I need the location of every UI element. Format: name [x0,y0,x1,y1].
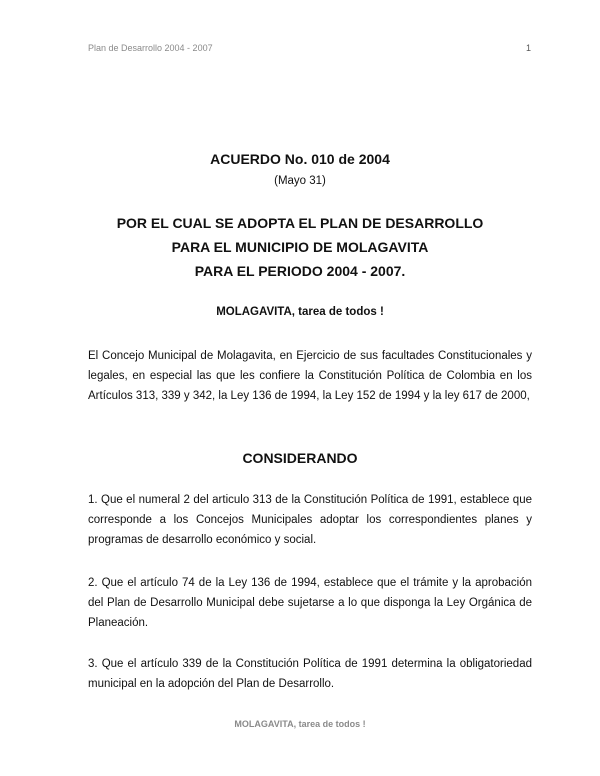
main-title-line-2: PARA EL MUNICIPIO DE MOLAGAVITA [171,239,429,255]
considerando-item-1: 1. Que el numeral 2 del articulo 313 de la Constitución Política de 1991, establece que corresponde a los Concejos Municipales adoptar los correspondientes planes y programas de desarrollo económico y social. [88,494,532,546]
page-footer: MOLAGAVITA, tarea de todos ! [234,719,366,729]
page-number: 1 [526,43,532,53]
considerando-heading: CONSIDERANDO [242,450,358,466]
acuerdo-title: ACUERDO No. 010 de 2004 [210,151,390,167]
main-title-line-1: POR EL CUAL SE ADOPTA EL PLAN DE DESARROLLO [116,215,484,231]
considerando-item-2: 2. Que el artículo 74 de la Ley 136 de 1994, establece que el trámite y la aprobación del Plan de Desarrollo Municipal debe sujetarse a lo que disponga la Ley Orgánica de Planeación. [88,577,532,629]
running-header: Plan de Desarrollo 2004 - 2007 [88,43,213,53]
acuerdo-date: (Mayo 31) [274,175,326,187]
slogan: MOLAGAVITA, tarea de todos ! [216,306,384,318]
considerando-item-3: 3. Que el artículo 339 de la Constitución Política de 1991 determina la obligatoriedad municipal en la adopción del Plan de Desarrollo. [88,658,532,690]
main-title-line-3: PARA EL PERIODO 2004 - 2007. [194,263,406,279]
intro-paragraph: El Concejo Municipal de Molagavita, en Ejercicio de sus facultades Constitucionales y legales, en especial las que les confiere la Constitución Política de Colombia en los Artículos 313, 339 y 342, la Ley 136 de 1994, la Ley 152 de 1994 y la ley 617 de 2000, [88,350,532,402]
